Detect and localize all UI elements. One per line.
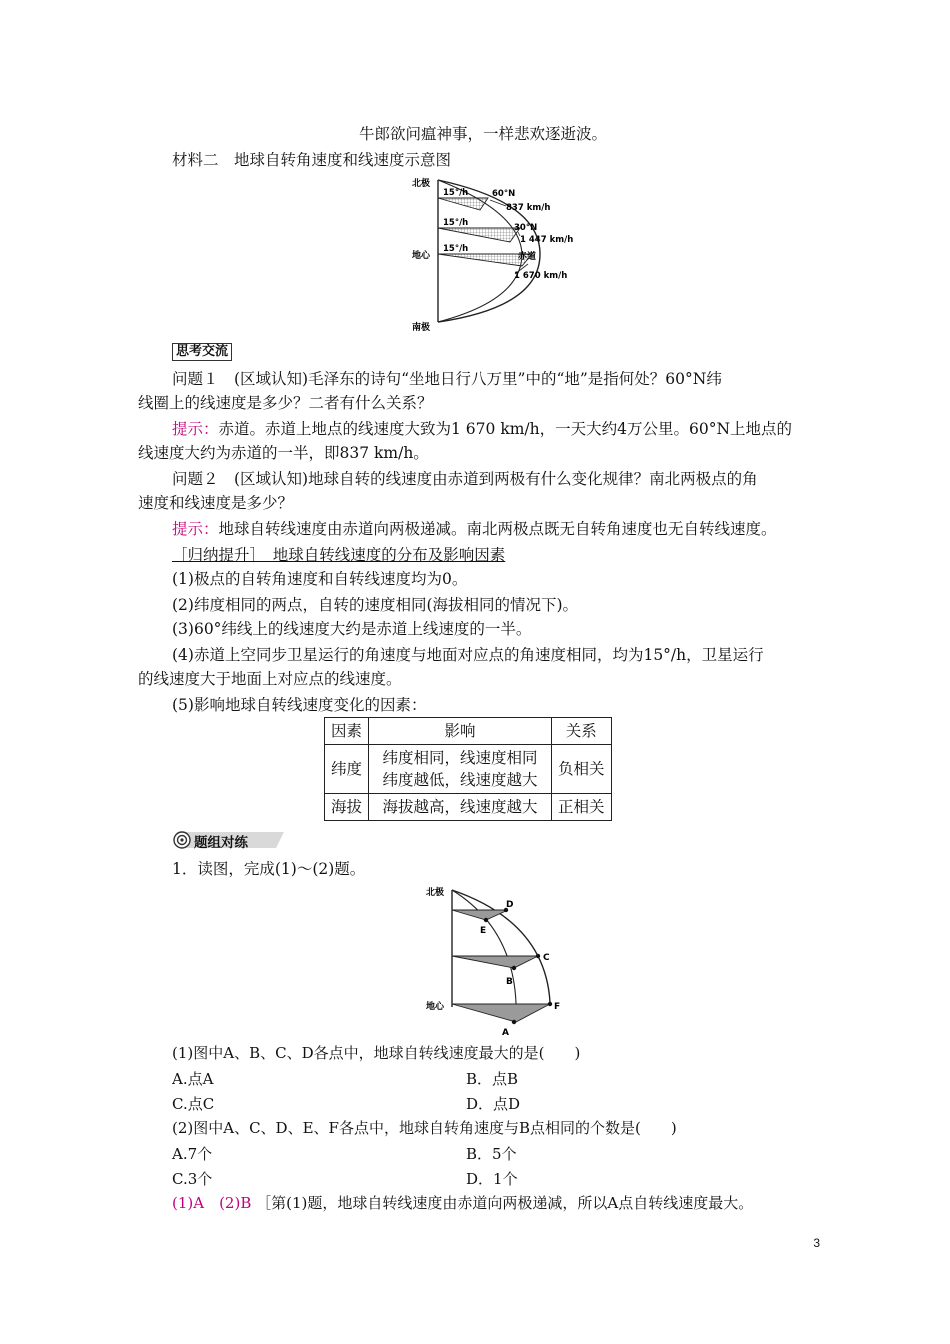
summary-title: ［归纳提升］ 地球自转线速度的分布及影响因素 — [172, 546, 506, 564]
point-label-f: F — [554, 1002, 561, 1012]
table-header: 关系 — [552, 718, 612, 745]
table-header: 影响 — [369, 718, 552, 745]
hint-label-2: 提示： — [172, 520, 219, 538]
a2-text: 地球自转线速度由赤道向两极递减。南北两极点既无自转角速度也无自转线速度。 — [218, 520, 777, 538]
answer-label: (1)A (2)B — [172, 1194, 252, 1212]
fig1-angular-1: 15°/h — [443, 188, 469, 198]
a1-line1 — [172, 418, 792, 440]
q1-option-d[interactable]: D．点D — [466, 1095, 521, 1113]
point-label-a: A — [502, 1028, 509, 1038]
rotation-speed-diagram — [410, 172, 585, 334]
fig1-lat-60: 60°N — [492, 189, 516, 199]
factor-table — [324, 717, 612, 821]
summary-p2: (2)纬度相同的两点，自转的速度相同(海拔相同的情况下)。 — [172, 596, 579, 614]
fig1-lat-30: 30°N — [514, 223, 538, 233]
q2-stem: (2)图中A、C、D、E、F各点中，地球自转角速度与B点相同的个数是( ) — [172, 1119, 677, 1137]
summary-p4-line1: (4)赤道上空同步卫星运行的角速度与地面对应点的角速度相同，均为15°/h，卫星运行 — [172, 646, 764, 664]
q2-option-b[interactable]: B．5个 — [466, 1145, 517, 1163]
table-cell: 负相关 — [552, 745, 612, 794]
table-header-row — [325, 718, 612, 745]
think-header: 思考交流 — [172, 343, 232, 361]
q2-line2: 速度和线速度是多少？ — [138, 494, 294, 512]
q1-stem: (1)图中A、B、C、D各点中，地球自转线速度最大的是( ) — [172, 1044, 581, 1062]
q2-option-d[interactable]: D．1个 — [466, 1170, 518, 1188]
q1-option-b[interactable]: B．点B — [466, 1070, 519, 1088]
table-row — [325, 745, 612, 794]
a1-line2: 线速度大约为赤道的一半，即837 km/h。 — [138, 444, 429, 462]
point-label-c: C — [543, 953, 550, 963]
fig1-speed-eq: 1 670 km/h — [514, 271, 568, 281]
material-title: 材料二 地球自转角速度和线速度示意图 — [172, 151, 452, 169]
summary-p5: (5)影响地球自转线速度变化的因素： — [172, 696, 427, 714]
q1-option-c[interactable]: C.点C — [172, 1095, 215, 1113]
table-cell: 正相关 — [552, 794, 612, 821]
answer-text: ［第(1)题，地球自转线速度由赤道向两极递减，所以A点自转线速度最大。 — [256, 1194, 754, 1212]
fig2-center-label: 地心 — [426, 1002, 445, 1012]
q2-line1: 问题２ (区域认知)地球自转的线速度由赤道到两极有什么变化规律？南北两极点的角 — [172, 470, 758, 488]
fig1-speed-30: 1 447 km/h — [520, 235, 574, 245]
summary-p1: (1)极点的自转角速度和自转线速度均为0。 — [172, 570, 468, 588]
table-cell: 纬度 — [325, 745, 369, 794]
q2-option-c[interactable]: C.3个 — [172, 1170, 213, 1188]
page-number: 3 — [813, 1236, 820, 1250]
answer-line — [172, 1192, 753, 1214]
ex1-intro: 1．读图，完成(1)～(2)题。 — [172, 860, 366, 878]
fig1-speed-60: 837 km/h — [506, 203, 551, 213]
fig1-center-label: 地心 — [412, 251, 431, 261]
q1-option-a[interactable]: A.点A — [172, 1070, 214, 1088]
hint-label: 提示： — [172, 420, 219, 438]
fig1-south-label: 南极 — [412, 323, 431, 333]
fig1-north-label: 北极 — [412, 179, 431, 189]
table-row — [325, 794, 612, 821]
band-30n — [438, 228, 520, 242]
summary-p3: (3)60°纬线上的线速度大约是赤道上线速度的一半。 — [172, 620, 532, 638]
table-cell-line: 纬度相同，线速度相同 — [382, 749, 538, 767]
summary-p4-line2: 的线速度大于地面上对应点的线速度。 — [138, 670, 402, 688]
point-label-b: B — [506, 977, 513, 987]
q1-line1: 问题１ (区域认知)毛泽东的诗句“坐地日行八万里”中的“地”是指何处？60°N纬 — [172, 370, 722, 388]
q1-line2: 线圈上的线速度是多少？二者有什么关系？ — [138, 394, 433, 412]
table-cell: 海拔越高，线速度越大 — [369, 794, 552, 821]
band-60n — [438, 198, 488, 210]
table-header: 因素 — [325, 718, 369, 745]
table-cell — [369, 745, 552, 794]
poem-line: 牛郎欲问瘟神事，一样悲欢逐逝波。 — [359, 125, 608, 143]
table-cell-line: 纬度越低，线速度越大 — [382, 771, 538, 789]
fig2-north-label: 北极 — [426, 888, 445, 898]
fig1-equator: 赤道 — [518, 252, 537, 262]
practice-header-label: 题组对练 — [194, 835, 248, 851]
fig1-angular-2: 15°/h — [443, 218, 469, 228]
q2-option-a[interactable]: A.7个 — [172, 1145, 213, 1163]
fig1-angular-3: 15°/h — [443, 244, 469, 254]
point-label-e: E — [480, 926, 487, 936]
table-cell: 海拔 — [325, 794, 369, 821]
point-label-d: D — [506, 900, 514, 910]
points-diagram — [420, 882, 580, 1038]
a1-text: 赤道。赤道上地点的线速度大致为1 670 km/h，一天大约4万公里。60°N上地点的 — [218, 420, 793, 438]
a2-line1 — [172, 518, 777, 540]
